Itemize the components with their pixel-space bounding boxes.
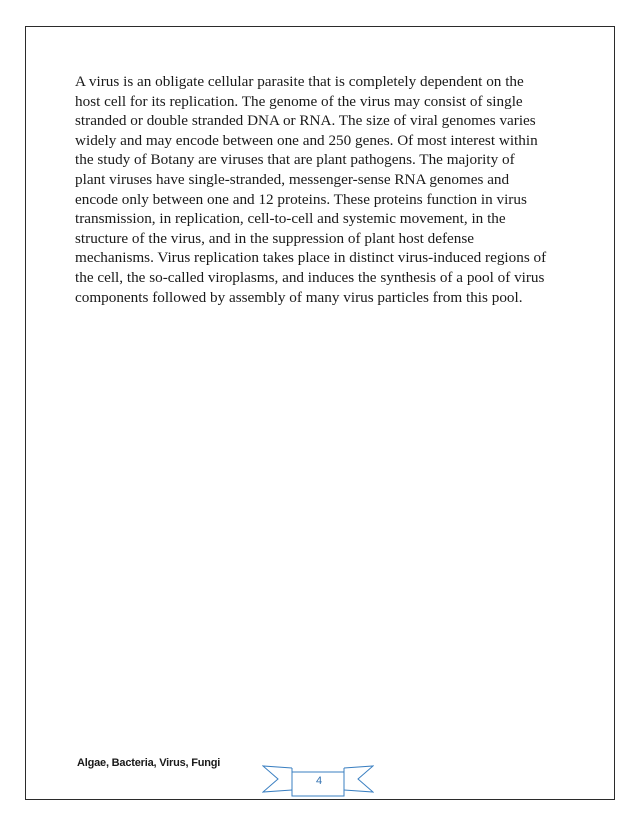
paragraph-line: mechanisms. Virus replication takes place in distinct virus-induced regions of <box>75 249 547 267</box>
paragraph-line: widely and may encode between one and 250 genes. Of most interest within <box>75 131 538 149</box>
paragraph-line: the cell, the so-called viroplasms, and induces the synthesis of a pool of virus <box>75 268 545 286</box>
paragraph-line: stranded or double stranded DNA or RNA. The size of viral genomes varies <box>75 112 536 130</box>
paragraph-line: structure of the virus, and in the suppression of plant host defense <box>75 229 475 247</box>
paragraph-line: components followed by assembly of many virus particles from this pool. <box>75 288 523 306</box>
paragraph-line: plant viruses have single-stranded, messenger-sense RNA genomes and <box>75 170 510 188</box>
paragraph-line: encode only between one and 12 proteins. These proteins function in virus <box>75 190 527 208</box>
paragraph-line: the study of Botany are viruses that are plant pathogens. The majority of <box>75 151 515 169</box>
footer-label: Algae, Bacteria, Virus, Fungi <box>77 757 221 769</box>
body-paragraph <box>75 72 580 307</box>
paragraph-line: A virus is an obligate cellular parasite that is completely dependent on the <box>75 73 524 90</box>
paragraph-line: host cell for its replication. The genome of the virus may consist of single <box>75 92 523 110</box>
page-number: 4 <box>315 775 323 787</box>
paragraph-line: transmission, in replication, cell-to-cell and systemic movement, in the <box>75 210 506 228</box>
